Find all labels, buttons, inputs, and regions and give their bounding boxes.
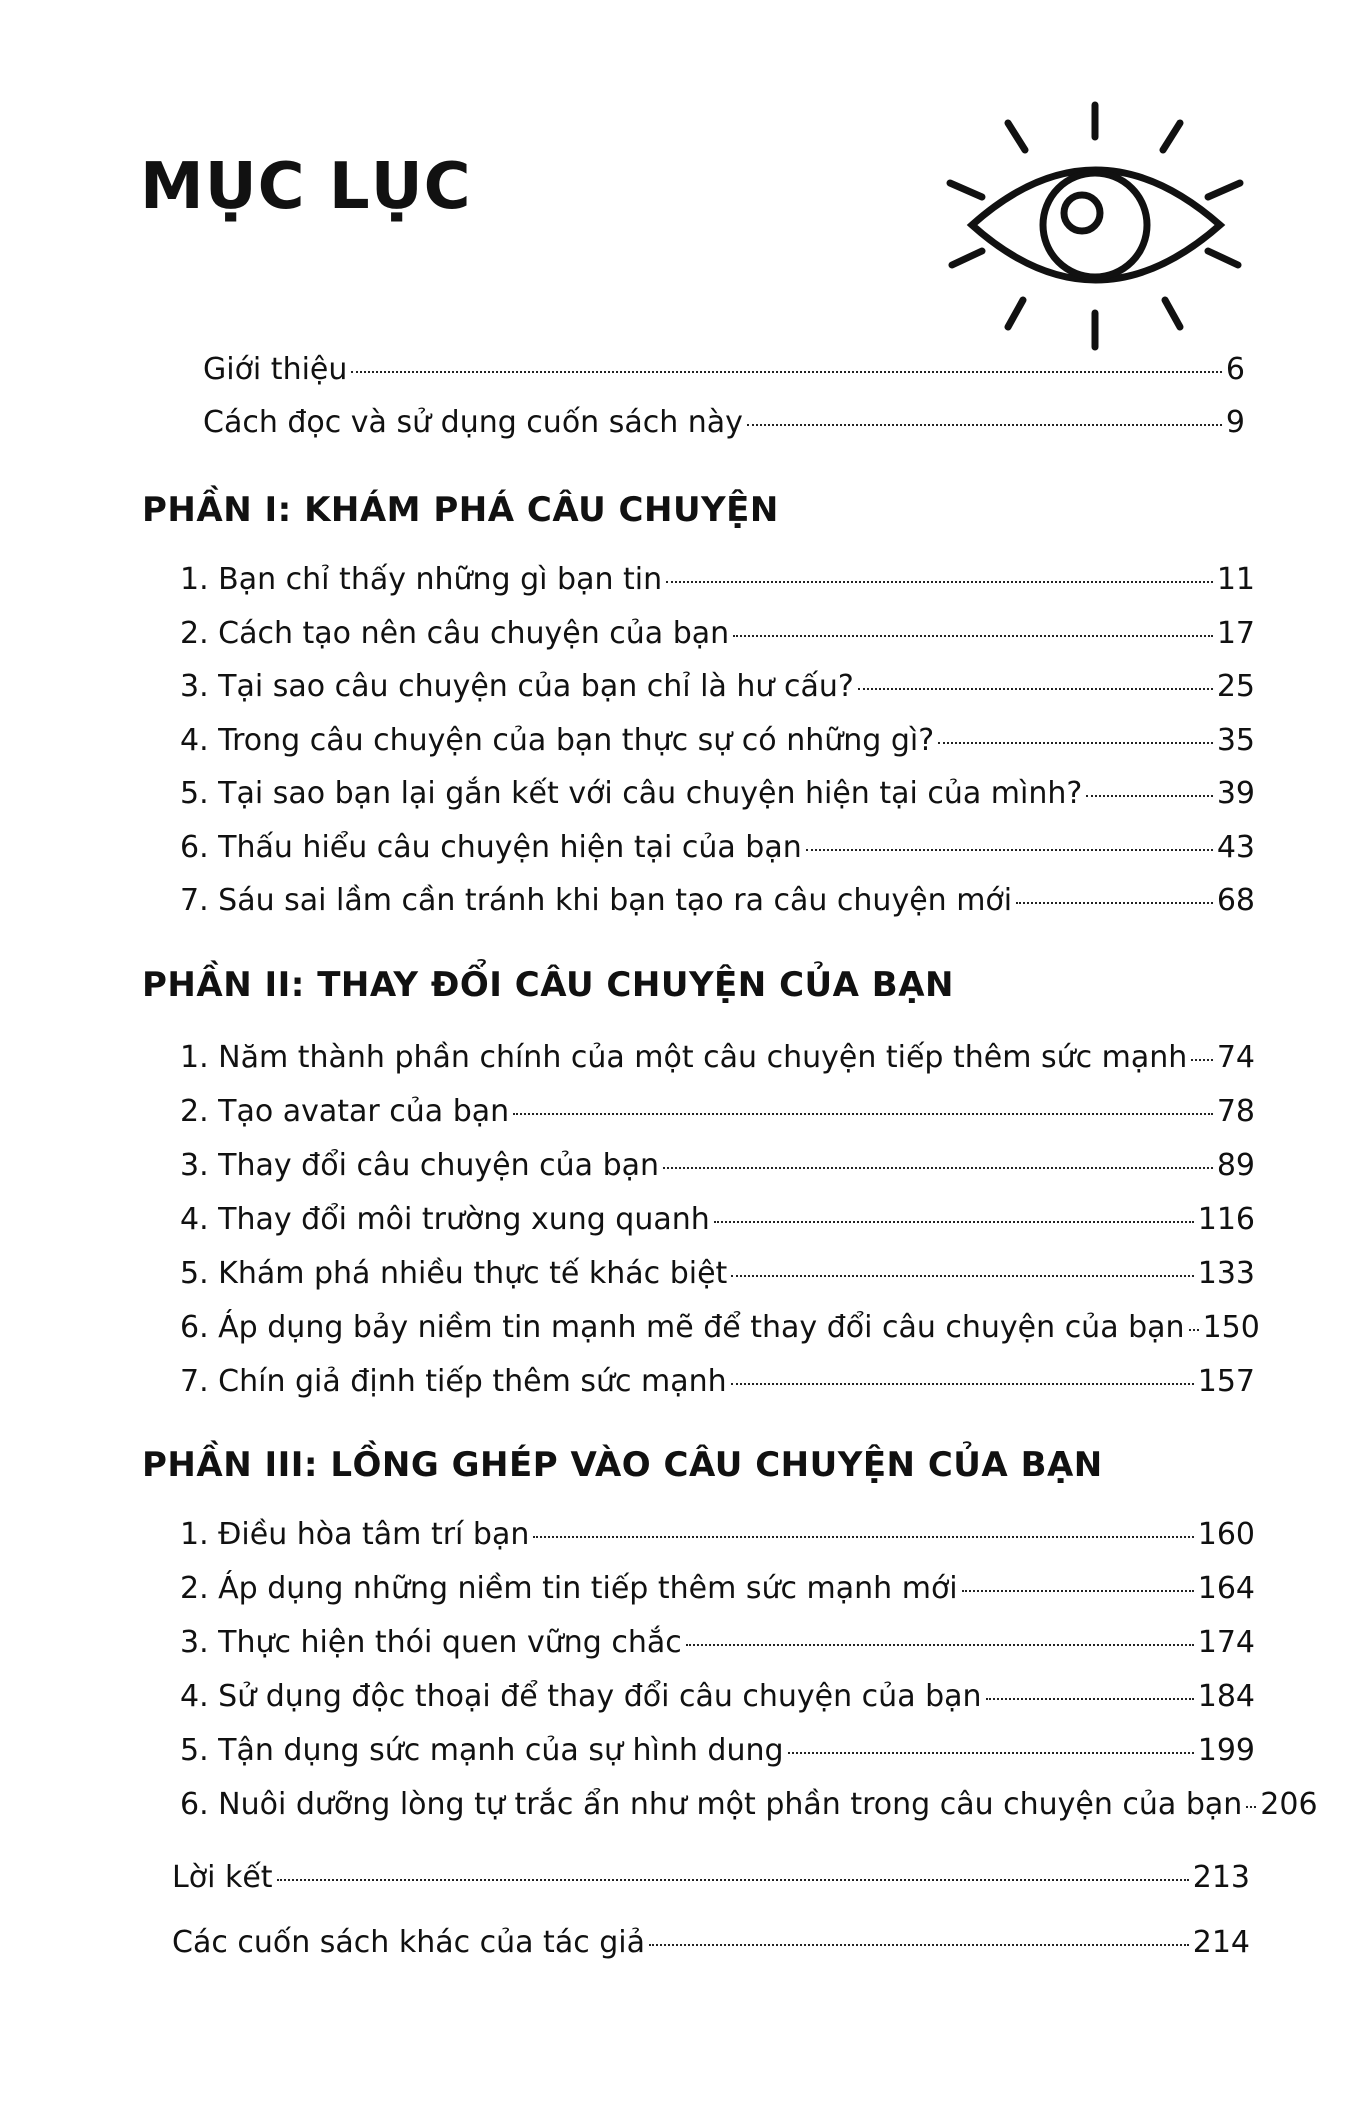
toc-entry-label: 7. Chín giả định tiếp thêm sức mạnh — [180, 1364, 727, 1399]
dot-leader — [666, 581, 1213, 583]
dot-leader — [533, 1536, 1193, 1538]
toc-entry-label: 2. Tạo avatar của bạn — [180, 1094, 510, 1129]
toc-entry-page: 11 — [1216, 562, 1255, 597]
dot-leader — [513, 1113, 1213, 1115]
toc-entry[interactable] — [180, 1679, 1255, 1723]
dot-leader — [1191, 1059, 1212, 1061]
toc-entry-page: 133 — [1197, 1256, 1255, 1291]
toc-entry[interactable] — [180, 723, 1255, 767]
toc-entry[interactable] — [180, 1571, 1255, 1615]
dot-leader — [747, 424, 1222, 426]
toc-entry[interactable] — [180, 830, 1255, 874]
section-heading: PHẦN I: KHÁM PHÁ CÂU CHUYỆN — [142, 490, 779, 530]
toc-entry-label: 4. Sử dụng độc thoại để thay đổi câu chuyện của bạn — [180, 1679, 982, 1714]
dot-leader — [731, 1383, 1194, 1385]
toc-entry[interactable] — [180, 1040, 1255, 1084]
toc-entry[interactable] — [180, 1202, 1255, 1246]
dot-leader — [962, 1590, 1194, 1592]
dot-leader — [733, 635, 1213, 637]
toc-entry-label: Giới thiệu — [203, 352, 348, 387]
toc-entry[interactable] — [172, 1860, 1250, 1904]
toc-entry[interactable] — [180, 1310, 1260, 1354]
toc-entry-page: 74 — [1216, 1040, 1255, 1075]
toc-entry[interactable] — [180, 1625, 1255, 1669]
dot-leader — [1016, 902, 1213, 904]
toc-entry[interactable] — [180, 669, 1255, 713]
dot-leader — [649, 1944, 1189, 1946]
toc-entry-page: 17 — [1216, 616, 1255, 651]
toc-entry[interactable] — [180, 1148, 1255, 1192]
toc-entry-page: 164 — [1197, 1571, 1255, 1606]
toc-entry-page: 6 — [1225, 352, 1245, 387]
dot-leader — [986, 1698, 1194, 1700]
toc-entry-page: 89 — [1216, 1148, 1255, 1183]
dot-leader — [858, 688, 1213, 690]
toc-entry-page: 199 — [1197, 1733, 1255, 1768]
toc-entry-label: 5. Tại sao bạn lại gắn kết với câu chuyện hiện tại của mình? — [180, 776, 1083, 811]
toc-entry-label: 4. Thay đổi môi trường xung quanh — [180, 1202, 710, 1237]
toc-entry[interactable] — [172, 1925, 1250, 1969]
toc-entry-label: Lời kết — [172, 1860, 273, 1895]
toc-entry-page: 78 — [1216, 1094, 1255, 1129]
section-heading: PHẦN III: LỒNG GHÉP VÀO CÂU CHUYỆN CỦA BẠN — [142, 1445, 1103, 1485]
toc-entry[interactable] — [180, 1787, 1318, 1831]
toc-entry-label: 3. Tại sao câu chuyện của bạn chỉ là hư cấu? — [180, 669, 854, 704]
toc-entry[interactable] — [180, 562, 1255, 606]
dot-leader — [1086, 795, 1212, 797]
toc-entry-page: 157 — [1197, 1364, 1255, 1399]
toc-entry-label: Các cuốn sách khác của tác giả — [172, 1925, 645, 1960]
toc-entry-label: 7. Sáu sai lầm cần tránh khi bạn tạo ra câu chuyện mới — [180, 883, 1013, 918]
dot-leader — [351, 371, 1222, 373]
dot-leader — [731, 1275, 1193, 1277]
dot-leader — [663, 1167, 1213, 1169]
toc-entry-label: 1. Bạn chỉ thấy những gì bạn tin — [180, 562, 663, 597]
toc-entry-page: 25 — [1216, 669, 1255, 704]
toc-entry-label: 3. Thay đổi câu chuyện của bạn — [180, 1148, 660, 1183]
toc-entry-page: 206 — [1260, 1787, 1318, 1822]
toc-entry-label: Cách đọc và sử dụng cuốn sách này — [203, 405, 743, 440]
toc-entry-label: 4. Trong câu chuyện của bạn thực sự có những gì? — [180, 723, 935, 758]
toc-entry-label: 6. Thấu hiểu câu chuyện hiện tại của bạn — [180, 830, 802, 865]
toc-entry[interactable] — [180, 1256, 1255, 1300]
page-title: MỤC LỤC — [140, 150, 472, 224]
dot-leader — [1189, 1329, 1199, 1331]
toc-entry-page: 43 — [1216, 830, 1255, 865]
dot-leader — [277, 1879, 1189, 1881]
dot-leader — [686, 1644, 1194, 1646]
toc-entry-page: 35 — [1216, 723, 1255, 758]
toc-entry[interactable] — [180, 883, 1255, 927]
toc-entry-page: 116 — [1197, 1202, 1255, 1237]
toc-entry-label: 5. Khám phá nhiều thực tế khác biệt — [180, 1256, 728, 1291]
toc-entry[interactable] — [180, 1517, 1255, 1561]
toc-entry[interactable] — [180, 1733, 1255, 1777]
dot-leader — [1246, 1806, 1256, 1808]
toc-entry[interactable] — [203, 405, 1245, 449]
toc-entry[interactable] — [203, 352, 1245, 396]
toc-entry[interactable] — [180, 776, 1255, 820]
toc-entry-label: 2. Áp dụng những niềm tin tiếp thêm sức mạnh mới — [180, 1571, 958, 1606]
toc-entry[interactable] — [180, 1094, 1255, 1138]
toc-entry-page: 184 — [1197, 1679, 1255, 1714]
toc-entry-label: 1. Năm thành phần chính của một câu chuyện tiếp thêm sức mạnh — [180, 1040, 1188, 1075]
dot-leader — [788, 1752, 1194, 1754]
toc-entry[interactable] — [180, 1364, 1255, 1408]
toc-entry-label: 6. Áp dụng bảy niềm tin mạnh mẽ để thay đổi câu chuyện của bạn — [180, 1310, 1185, 1345]
toc-entry-label: 5. Tận dụng sức mạnh của sự hình dung — [180, 1733, 784, 1768]
toc-entry-page: 150 — [1202, 1310, 1260, 1345]
toc-entry-page: 174 — [1197, 1625, 1255, 1660]
dot-leader — [938, 742, 1213, 744]
toc-entry-label: 6. Nuôi dưỡng lòng tự trắc ẩn như một phần trong câu chuyện của bạn — [180, 1787, 1243, 1822]
dot-leader — [806, 849, 1213, 851]
toc-entry-label: 1. Điều hòa tâm trí bạn — [180, 1517, 530, 1552]
toc-entry-page: 68 — [1216, 883, 1255, 918]
toc-entry-label: 3. Thực hiện thói quen vững chắc — [180, 1625, 682, 1660]
toc-entry-page: 39 — [1216, 776, 1255, 811]
dot-leader — [714, 1221, 1194, 1223]
toc-entry-page: 9 — [1225, 405, 1245, 440]
toc-entry-page: 160 — [1197, 1517, 1255, 1552]
toc-entry-label: 2. Cách tạo nên câu chuyện của bạn — [180, 616, 730, 651]
toc-entry-page: 213 — [1192, 1860, 1250, 1895]
toc-entry-page: 214 — [1192, 1925, 1250, 1960]
toc-entry[interactable] — [180, 616, 1255, 660]
section-heading: PHẦN II: THAY ĐỔI CÂU CHUYỆN CỦA BẠN — [142, 965, 954, 1005]
